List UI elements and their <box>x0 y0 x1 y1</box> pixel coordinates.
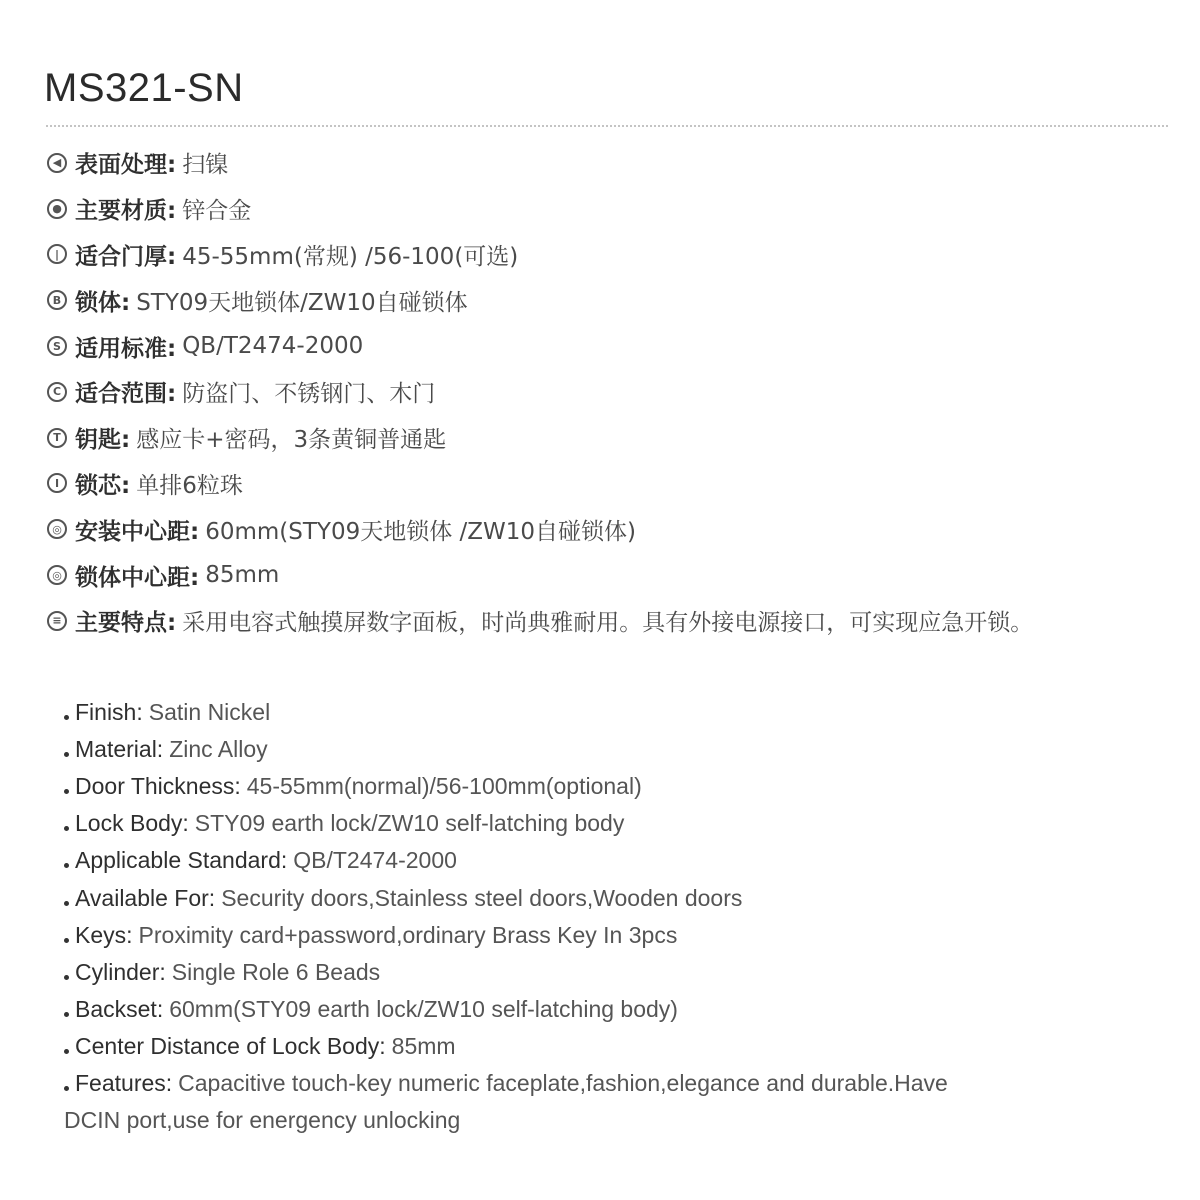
en-spec-value: Satin Nickel <box>148 699 271 726</box>
cn-spec-lock-body <box>47 277 1187 323</box>
bullet-icon <box>64 901 69 906</box>
en-spec-label: Available For: <box>75 884 216 911</box>
en-spec-label: Center Distance of Lock Body: <box>75 1032 386 1059</box>
en-spec-keys <box>64 917 1064 954</box>
finish-icon: ◀ <box>47 153 67 173</box>
key-icon: T <box>47 428 67 448</box>
en-spec-value: Security doors,Stainless steel doors,Wooden doors <box>221 884 743 911</box>
en-spec-value: Proximity card+password,ordinary Brass Key In 3pcs <box>138 921 678 948</box>
cn-spec-label: 锁体中心距: <box>75 564 200 591</box>
english-spec-list <box>64 694 1064 1139</box>
cn-spec-value: QB/T2474-2000 <box>182 333 364 360</box>
cn-spec-label: 钥匙: <box>75 427 131 454</box>
en-spec-lock-body <box>64 805 1064 842</box>
cn-spec-material <box>47 186 1187 232</box>
cylinder-icon: I <box>47 473 67 493</box>
chinese-spec-list <box>47 140 1187 644</box>
en-spec-label: Material: <box>75 736 164 763</box>
title-divider <box>46 125 1168 127</box>
cn-spec-cylinder <box>47 461 1187 507</box>
en-spec-value: Zinc Alloy <box>169 736 268 763</box>
en-spec-standard <box>64 842 1064 879</box>
bullet-icon <box>64 752 69 757</box>
cn-spec-value: 85mm <box>205 562 280 589</box>
cn-spec-value: 防盗门、不锈钢门、木门 <box>182 381 436 408</box>
bullet-icon <box>64 789 69 794</box>
cn-spec-label: 锁芯: <box>75 472 131 499</box>
cn-spec-value: 60mm(STY09天地锁体 /ZW10自碰锁体) <box>205 518 637 545</box>
en-spec-material <box>64 731 1064 768</box>
bullet-icon <box>64 1086 69 1091</box>
cn-spec-value: 锌合金 <box>182 198 252 225</box>
cn-spec-value: 扫镍 <box>182 152 229 179</box>
bullet-icon <box>64 975 69 980</box>
bullet-icon <box>64 938 69 943</box>
cn-spec-backset <box>47 506 1187 552</box>
cn-spec-value: STY09天地锁体/ZW10自碰锁体 <box>136 289 468 316</box>
en-spec-label: Features: <box>75 1069 173 1096</box>
cn-spec-label: 适合门厚: <box>75 243 177 270</box>
cn-spec-value: 45-55mm(常规) /56-100(可选) <box>182 243 519 270</box>
en-spec-label: Door Thickness: <box>75 773 241 800</box>
cn-spec-label: 安装中心距: <box>75 518 200 545</box>
product-title: MS321-SN <box>44 66 244 110</box>
en-spec-value: 60mm(STY09 earth lock/ZW10 self-latching body) <box>169 995 678 1022</box>
cn-spec-value: 单排6粒珠 <box>136 472 243 499</box>
en-spec-value: STY09 earth lock/ZW10 self-latching body <box>194 810 625 837</box>
cn-spec-standard <box>47 323 1187 369</box>
en-spec-label: Keys: <box>75 921 133 948</box>
backset-icon: ◎ <box>47 519 67 539</box>
features-icon: ≡ <box>47 611 67 631</box>
cn-spec-label: 适用标准: <box>75 335 177 362</box>
cn-spec-door-thickness <box>47 232 1187 278</box>
en-spec-value: 45-55mm(normal)/56-100mm(optional) <box>246 773 642 800</box>
center-distance-icon: ◎ <box>47 565 67 585</box>
bullet-icon <box>64 863 69 868</box>
scope-icon: C <box>47 382 67 402</box>
en-spec-cylinder <box>64 954 1064 991</box>
cn-spec-finish <box>47 140 1187 186</box>
lock-body-icon: B <box>47 290 67 310</box>
door-thickness-icon: | <box>47 244 67 264</box>
en-spec-value: QB/T2474-2000 <box>293 847 457 874</box>
cn-spec-label: 表面处理: <box>75 152 177 179</box>
en-spec-label: Cylinder: <box>75 958 166 985</box>
en-spec-value: Capacitive touch-key numeric faceplate,fashion,elegance and durable.Have <box>178 1069 948 1096</box>
en-spec-center-distance <box>64 1028 1064 1065</box>
en-spec-value: Single Role 6 Beads <box>171 958 381 985</box>
cn-spec-label: 适合范围: <box>75 381 177 408</box>
en-spec-door-thickness <box>64 768 1064 805</box>
bullet-icon <box>64 1049 69 1054</box>
en-spec-label: Applicable Standard: <box>75 847 288 874</box>
cn-spec-value: 感应卡+密码，3条黄铜普通匙 <box>136 427 447 454</box>
en-features-continuation: DCIN port,use for energency unlocking <box>64 1107 461 1134</box>
en-spec-label: Lock Body: <box>75 810 189 837</box>
en-spec-available-for <box>64 879 1064 916</box>
material-icon: ● <box>47 199 67 219</box>
standard-icon: S <box>47 336 67 356</box>
cn-spec-scope <box>47 369 1187 415</box>
cn-spec-keys <box>47 415 1187 461</box>
cn-spec-center-distance <box>47 552 1187 598</box>
en-spec-backset <box>64 991 1064 1028</box>
en-spec-label: Backset: <box>75 995 164 1022</box>
en-spec-finish <box>64 694 1064 731</box>
cn-spec-features <box>47 598 1187 644</box>
en-spec-value: 85mm <box>391 1032 456 1059</box>
cn-spec-label: 主要特点: <box>75 610 177 637</box>
cn-spec-label: 锁体: <box>75 289 131 316</box>
bullet-icon <box>64 826 69 831</box>
cn-spec-label: 主要材质: <box>75 198 177 225</box>
en-spec-features <box>64 1065 1064 1102</box>
cn-spec-value: 采用电容式触摸屏数字面板，时尚典雅耐用。具有外接电源接口，可实现应急开锁。 <box>182 610 1034 637</box>
en-spec-label: Finish: <box>75 699 143 726</box>
bullet-icon <box>64 715 69 720</box>
bullet-icon <box>64 1012 69 1017</box>
